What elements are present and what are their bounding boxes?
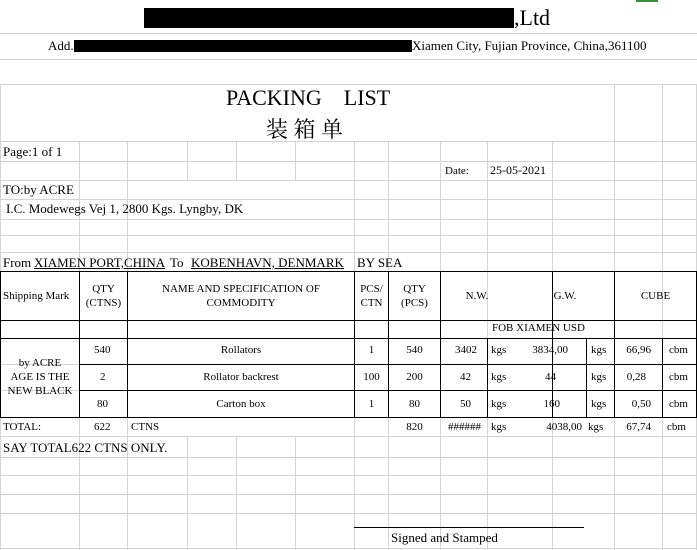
shipping-mark-line3: NEW BLACK <box>7 385 73 397</box>
consignee-to: TO:by ACRE <box>3 182 74 197</box>
row2-pcs-ctn: 100 <box>363 371 380 383</box>
total-gw: 4038,00 <box>546 421 582 433</box>
say-total: SAY TOTAL622 CTNS ONLY. <box>3 440 168 455</box>
signed-and-stamped: Signed and Stamped <box>391 530 498 545</box>
row1-gw-unit: kgs <box>591 344 607 356</box>
total-cube-unit: cbm <box>667 421 686 433</box>
route-from-label: From <box>3 255 32 270</box>
row2-pcs: 200 <box>406 371 423 383</box>
shipping-mark-line1: by ACRE <box>18 357 62 369</box>
header-shipping-mark: Shipping Mark <box>3 290 70 302</box>
header-qty-pcs-line1: QTY <box>403 283 426 295</box>
row3-pcs: 80 <box>409 398 420 410</box>
header-qty-pcs-line2: (PCS) <box>401 297 428 309</box>
row1-cube-unit: cbm <box>669 344 688 356</box>
header-pcs-ctn-line1: PCS/ <box>360 283 383 295</box>
row1-name: Rollators <box>220 344 262 356</box>
row2-gw-unit: kgs <box>591 371 607 383</box>
header-cube: CUBE <box>640 290 671 302</box>
total-gw-unit: kgs <box>588 421 604 433</box>
row1-pcs: 540 <box>406 344 423 356</box>
row3-ctns: 80 <box>97 398 108 410</box>
total-nw-unit: kgs <box>491 421 507 433</box>
route-to-port: KOBENHAVN, DENMARK <box>191 255 344 270</box>
total-nw: ###### <box>448 421 481 433</box>
row2-nw-unit: kgs <box>491 371 507 383</box>
header-qty-ctns-line2: (CTNS) <box>85 297 122 309</box>
row2-gw: 44 <box>545 371 556 383</box>
row3-name: Carton box <box>216 398 266 410</box>
route-to-label: To <box>170 255 184 270</box>
total-ctns: 622 <box>94 421 111 433</box>
address-prefix: Add. <box>48 38 74 53</box>
header-gw: G.W. <box>553 290 577 302</box>
consignee-address: I.C. Modewegs Vej 1, 2800 Kgs. Lyngby, DK <box>6 201 244 216</box>
address-suffix: Xiamen City, Fujian Province, China,361100 <box>412 38 647 53</box>
header-name-line2: COMMODITY <box>206 297 276 309</box>
row1-ctns: 540 <box>94 344 111 356</box>
fob-label: FOB XIAMEN USD <box>492 322 585 334</box>
row3-cube-unit: cbm <box>669 398 688 410</box>
row3-gw-unit: kgs <box>591 398 607 410</box>
date-label: Date: <box>445 165 469 177</box>
total-label: TOTAL: <box>3 421 42 433</box>
row3-gw: 160 <box>543 398 560 410</box>
row2-cube: 0,28 <box>626 371 646 383</box>
row2-ctns: 2 <box>100 371 106 383</box>
company-name-suffix: ,Ltd <box>514 5 551 30</box>
row2-nw: 42 <box>460 371 471 383</box>
header-nw: N.W. <box>465 290 489 302</box>
row2-cube-unit: cbm <box>669 371 688 383</box>
header-pcs-ctn-line2: CTN <box>360 297 383 309</box>
date-value: 25-05-2021 <box>490 163 546 177</box>
row1-gw: 3834,00 <box>532 344 568 356</box>
row3-cube: 0,50 <box>631 398 651 410</box>
route-by: BY SEA <box>357 255 403 270</box>
row3-nw-unit: kgs <box>491 398 507 410</box>
row3-pcs-ctn: 1 <box>368 398 375 410</box>
total-ctns-unit: CTNS <box>131 421 160 433</box>
redacted-company-name <box>144 8 514 28</box>
title-chinese: 装 箱 单 <box>266 117 344 142</box>
route-from-port: XIAMEN PORT,CHINA <box>34 255 166 270</box>
header-qty-ctns-line1: QTY <box>92 283 115 295</box>
total-cube: 67,74 <box>626 421 651 433</box>
row3-nw: 50 <box>460 398 471 410</box>
redacted-address <box>74 40 412 52</box>
title-english: PACKING LIST <box>226 85 391 110</box>
row1-pcs-ctn: 1 <box>368 344 375 356</box>
row2-name: Rollator backrest <box>203 371 279 383</box>
row1-nw: 3402 <box>455 344 477 356</box>
row1-cube: 66,96 <box>626 344 651 356</box>
page-number: Page:1 of 1 <box>3 144 63 159</box>
row1-nw-unit: kgs <box>491 344 507 356</box>
total-pcs: 820 <box>406 421 423 433</box>
header-name-line1: NAME AND SPECIFICATION OF <box>162 283 320 295</box>
shipping-mark-line2: AGE IS THE <box>10 371 70 383</box>
